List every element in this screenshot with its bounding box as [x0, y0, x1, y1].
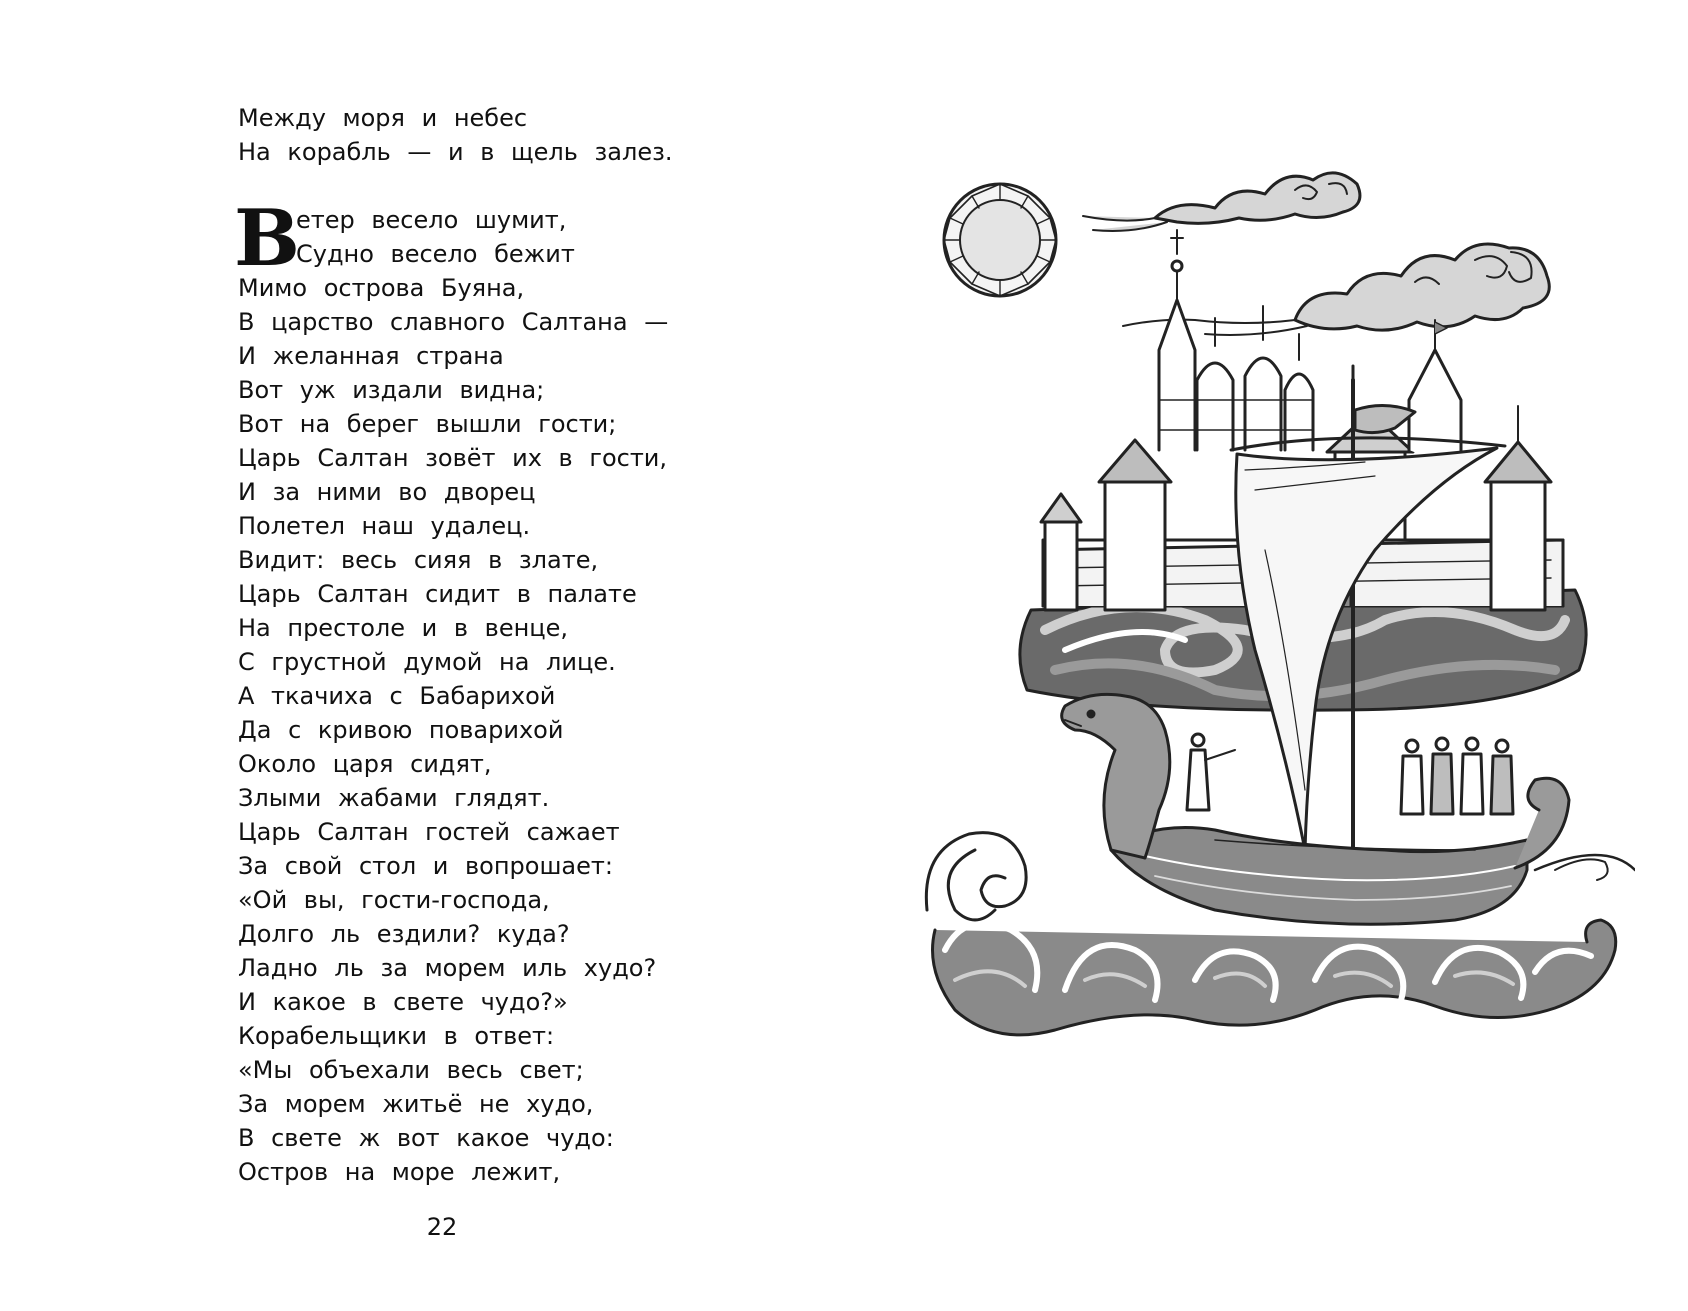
sailors: [1187, 734, 1513, 814]
poem-line: И желанная страна: [238, 342, 504, 370]
poem-line: «Ой вы, гости-господа,: [238, 886, 550, 914]
poem-line: В царство славного Салтана —: [238, 308, 669, 336]
poem-line: На корабль — и в щель залез.: [238, 138, 673, 166]
poem-line: За свой стол и вопрошает:: [238, 852, 613, 880]
ship-and-island-illustration: [915, 150, 1635, 1090]
illustration: [915, 150, 1635, 1090]
poem-line: Да с кривою поварихой: [238, 716, 564, 744]
poem-text: [234, 101, 758, 1189]
poem-line: Ладно ль за морем иль худо?: [238, 954, 657, 982]
poem-line: Около царя сидят,: [238, 750, 492, 778]
stanza-1: [238, 101, 758, 169]
poem-line: Остров на море лежит,: [238, 1158, 561, 1186]
poem-line: Царь Салтан сидит в палате: [238, 580, 637, 608]
poem-line: Судно весело бежит: [296, 240, 575, 268]
poem-line: Долго ль ездили? куда?: [238, 920, 570, 948]
poem-line: Злыми жабами глядят.: [238, 784, 550, 812]
poem-line: Вот уж издали видна;: [238, 376, 545, 404]
sun-icon: [944, 184, 1056, 296]
stanza-2: [234, 193, 758, 1189]
cloud-icon: [1123, 244, 1549, 335]
drop-cap-letter: В: [234, 193, 300, 284]
poem-line: Видит: весь сияя в злате,: [238, 546, 599, 574]
poem-line: На престоле и в венце,: [238, 614, 568, 642]
poem-line: Мимо острова Буяна,: [238, 274, 525, 302]
poem-line: Полетел наш удалец.: [238, 512, 531, 540]
poem-line: А ткачиха с Бабарихой: [238, 682, 556, 710]
poem-line: етер весело шумит,: [296, 206, 567, 234]
page-number: 22: [426, 1213, 458, 1241]
poem-line: Царь Салтан гостей сажает: [238, 818, 620, 846]
poem-line: И какое в свете чудо?»: [238, 988, 568, 1016]
poem-line: И за ними во дворец: [238, 478, 536, 506]
cloud-icon: [1083, 173, 1360, 231]
stanza-gap: [238, 169, 758, 203]
poem-line: За морем житьё не худо,: [238, 1090, 594, 1118]
poem-line: Царь Салтан зовёт их в гости,: [238, 444, 668, 472]
poem-line: «Мы объехали весь свет;: [238, 1056, 584, 1084]
poem-line: В свете ж вот какое чудо:: [238, 1124, 614, 1152]
poem-line: Корабельщики в ответ:: [238, 1022, 555, 1050]
poem-line: Вот на берег вышли гости;: [238, 410, 617, 438]
poem-line: С грустной думой на лице.: [238, 648, 616, 676]
poem-line: Между моря и небес: [238, 104, 528, 132]
dragon-head-prow: [1062, 694, 1170, 858]
